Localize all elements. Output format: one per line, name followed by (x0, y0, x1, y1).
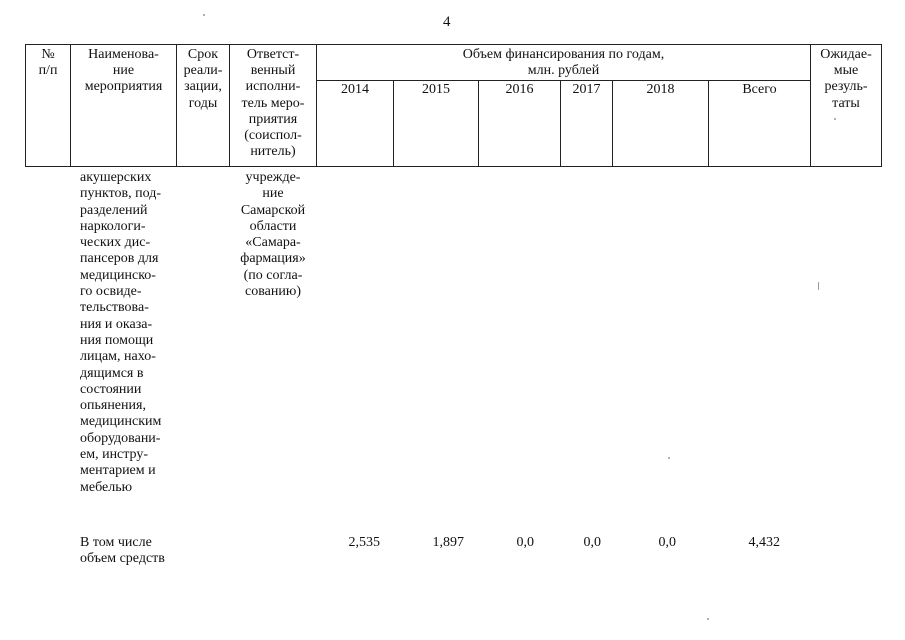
header-responsible: Ответст- венный исполни- тель меро- приятия (соиспол- нитель) (241, 47, 305, 160)
value-2015: 1,897 (432, 535, 464, 550)
header-term: Срок реали- зации, годы (183, 47, 223, 111)
page-number: 4 (443, 14, 451, 30)
header-funding: Объем финансирования по годам, млн. рублей (462, 47, 665, 79)
year-total: Всего (742, 82, 777, 97)
value-2016: 0,0 (516, 535, 534, 550)
year-2018: 2018 (646, 82, 675, 97)
responsible-text: учрежде- ние Самарской области «Самара- фармация» (по согла- сованию) (240, 170, 306, 300)
header-name: Наименова- ние мероприятия (84, 47, 163, 95)
header-expected: Ожидае- мые резуль- таты (820, 47, 872, 111)
value-2017: 0,0 (583, 535, 601, 550)
value-2018: 0,0 (658, 535, 676, 550)
total-label: В том числе объем средств (80, 535, 165, 567)
year-2016: 2016 (505, 82, 534, 97)
value-2014: 2,535 (348, 535, 380, 550)
year-2014: 2014 (341, 82, 369, 97)
year-2017: 2017 (572, 82, 601, 97)
header-num: № п/п (38, 47, 58, 79)
value-total: 4,432 (748, 535, 780, 550)
measure-name-text: акушерских пунктов, под- разделений наркологи- ческих дис- пансеров для медицинско- го освиде- тельствова- ния и оказа- ния помощи лицам, нахо- дящимся в состоянии опьянения, медицинским оборудовани- ем, инстру- ментарием и мебелью (80, 170, 162, 495)
year-2015: 2015 (422, 82, 450, 97)
